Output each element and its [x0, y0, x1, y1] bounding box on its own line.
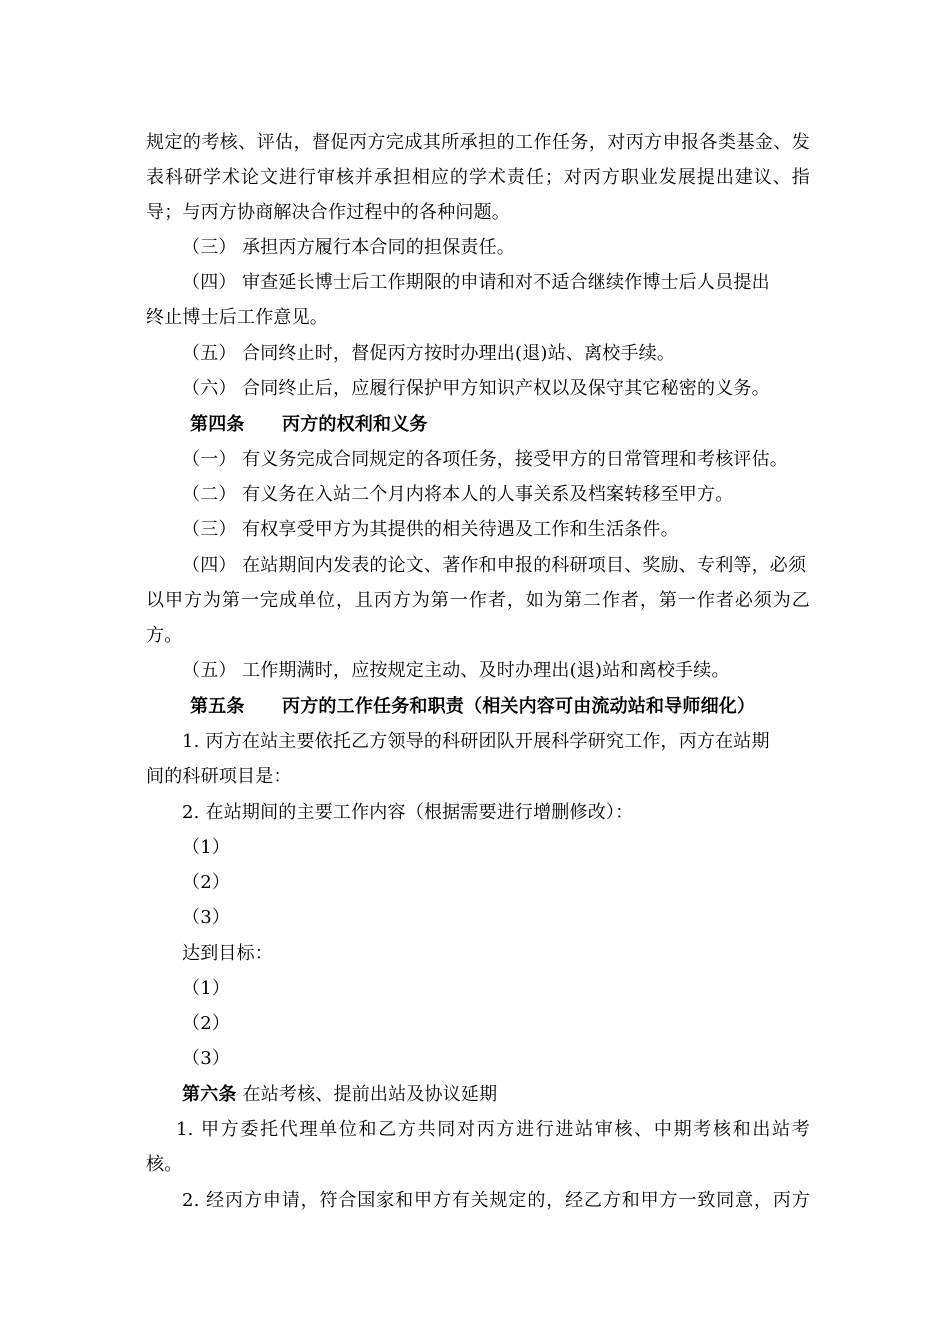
paragraph-line: 1. 甲方委托代理单位和乙方共同对丙方进行进站审核、中期考核和出站考: [176, 1119, 810, 1140]
article-title: 丙方的工作任务和职责（相关内容可由流动站和导师细化）: [282, 696, 756, 717]
list-item: （3）: [182, 907, 231, 928]
paragraph-line: 表科研学术论文进行审核并承担相应的学术责任；对丙方职业发展提出建议、指: [146, 167, 810, 188]
paragraph-line: 核。: [146, 1154, 183, 1175]
article-heading: [182, 1083, 810, 1107]
article-number: 第四条: [190, 414, 245, 435]
clause-number: （三）: [182, 237, 237, 258]
clause-number: （六）: [182, 378, 237, 399]
clause-item: [182, 236, 810, 260]
paragraph-line: 2. 经丙方申请，符合国家和甲方有关规定的，经乙方和甲方一致同意，丙方: [182, 1190, 810, 1211]
article-title: 丙方的权利和义务: [282, 414, 428, 435]
clause-text: 承担丙方履行本合同的担保责任。: [242, 237, 515, 258]
paragraph-line: 以甲方为第一完成单位，且丙方为第一作者，如为第二作者，第一作者必须为乙: [146, 590, 810, 611]
list-item: （1）: [182, 978, 231, 999]
clause-text: 有义务在入站二个月内将本人的人事关系及档案转移至甲方。: [242, 484, 734, 505]
clause-item: [182, 554, 810, 578]
clause-number: （四）: [182, 555, 237, 576]
clause-item: [182, 483, 810, 507]
list-item: （2）: [182, 872, 231, 893]
paragraph-line: 导；与丙方协商解决合作过程中的各种问题。: [146, 202, 510, 223]
clause-number: （三）: [182, 519, 237, 540]
clause-number: （一）: [182, 449, 237, 470]
clause-number: （四）: [182, 272, 237, 293]
paragraph-line: 规定的考核、评估，督促丙方完成其所承担的工作任务，对丙方申报各类基金、发: [146, 132, 810, 153]
clause-number: （五）: [182, 343, 237, 364]
list-item: （3）: [182, 1048, 231, 1069]
clause-item: [182, 448, 810, 472]
paragraph-line: 终止博士后工作意见。: [146, 307, 328, 328]
article-number: 第六条: [182, 1084, 237, 1105]
clause-number: （二）: [182, 484, 237, 505]
clause-text: 合同终止时，督促丙方按时办理出(退)站、离校手续。: [242, 343, 676, 364]
article-heading: [190, 695, 810, 719]
clause-text: 在站期间内发表的论文、著作和申报的科研项目、奖励、专利等，必须: [242, 555, 807, 576]
clause-item: [182, 342, 810, 366]
list-item: （1）: [182, 837, 231, 858]
clause-text: 合同终止后，应履行保护甲方知识产权以及保守其它秘密的义务。: [242, 378, 770, 399]
clause-item: [182, 518, 810, 542]
article-title: 在站考核、提前出站及协议延期: [236, 1084, 498, 1105]
paragraph-line: 2. 在站期间的主要工作内容（根据需要进行增删修改）：: [182, 802, 634, 823]
clause-item: [182, 271, 810, 295]
list-item: （2）: [182, 1013, 231, 1034]
paragraph-line: 间的科研项目是：: [146, 766, 292, 787]
clause-text: 有义务完成合同规定的各项任务，接受甲方的日常管理和考核评估。: [242, 449, 788, 470]
paragraph-line: 达到目标：: [182, 943, 273, 964]
clause-text: 审查延长博士后工作期限的申请和对不适合继续作博士后人员提出: [242, 272, 770, 293]
clause-text: 有权享受甲方为其提供的相关待遇及工作和生活条件。: [242, 519, 679, 540]
paragraph-line: 方。: [146, 625, 183, 646]
clause-number: （五）: [182, 660, 237, 681]
article-number: 第五条: [190, 696, 245, 717]
clause-text: 工作期满时，应按规定主动、及时办理出(退)站和离校手续。: [242, 660, 730, 681]
article-heading: [190, 413, 810, 437]
clause-item: [182, 377, 810, 401]
clause-item: [182, 659, 810, 683]
paragraph-line: 1. 丙方在站主要依托乙方领导的科研团队开展科学研究工作，丙方在站期: [182, 731, 770, 752]
